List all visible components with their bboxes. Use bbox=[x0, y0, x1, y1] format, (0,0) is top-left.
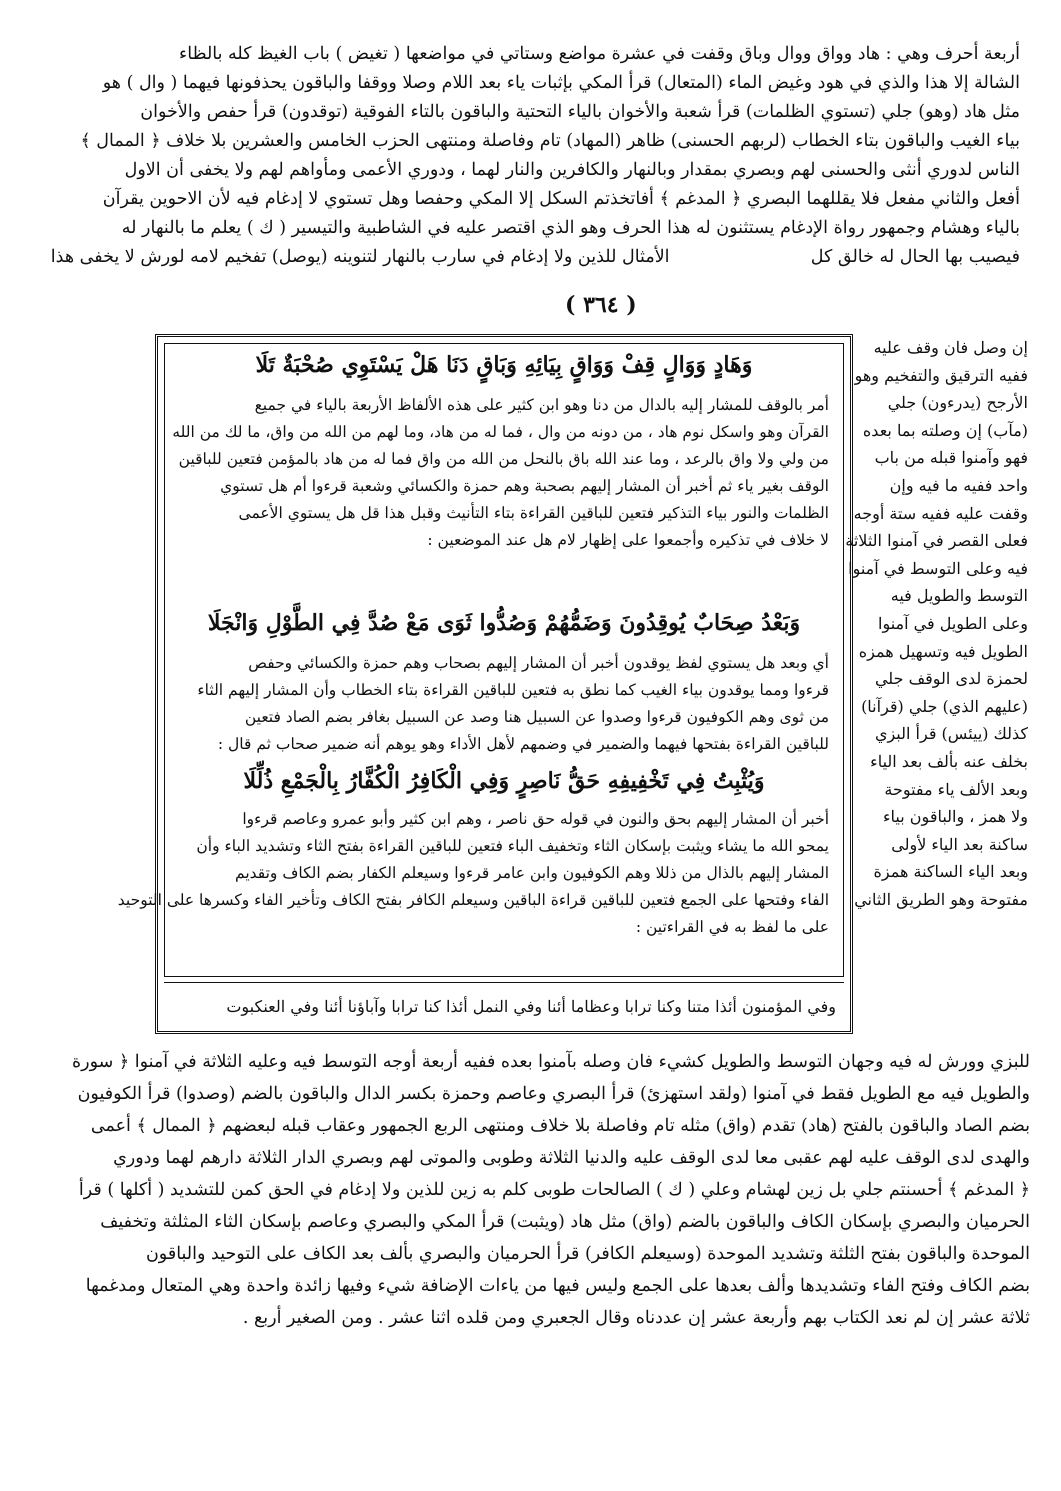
text-line: بضم الكاف وفتح الفاء وتشديدها وألف بعدها على الجمع وليس فيها من ياءات الإضافة شيء وفيها زائدة واحدة وهي المتعال ومدغمها bbox=[85, 1276, 1030, 1296]
verse-commentary bbox=[117, 806, 829, 941]
text-line: ففيه الترقيق والتفخيم وهو bbox=[854, 365, 1028, 385]
text-line: من ولي ولا واق بالرعد ، وما عند الله باق بالنحل من الله من واق فما له من هاد بالمؤمن فتعين للباقين bbox=[178, 450, 829, 468]
text-line: أخبر أن المشار إليهم بحق والنون في قوله حق ناصر ، وهم ابن كثير وأبو عمرو وعاصم قرءوا bbox=[242, 810, 829, 828]
text-line: أربعة أحرف وهي : هاد وواق ووال وباق وقفت في عشرة مواضع وستاتي في مواضعها ( تغيض ) باب الغيظ كله بالظاء bbox=[179, 44, 1020, 64]
verse-line: وَبَعْدُ صِحَابٌ يُوقِدُونَ وَضَمُّهُمْ وَصُدُّوا ثَوَى مَعْ صُدَّ فِي الطَّوْلِ وَانْجَلَا bbox=[207, 610, 801, 636]
text-line: وبعد الألف ياء مفتوحة bbox=[884, 779, 1028, 799]
text-line: الفاء وفتحها على الجمع فتعين للباقين قراءة الباقين وسيعلم الكافر بفتح الكاف وتأخير الفاء وكسرها على التوحيد bbox=[117, 891, 829, 909]
text-line: بالياء وهشام وجمهور رواة الإدغام يستثنون له هذا الحرف وهو الذي اقتصر عليه في الشاطبية والتيسير ( ك ) يعلم ما بالنهار له bbox=[121, 218, 1020, 238]
text-line: إن وصل فان وقف عليه bbox=[873, 338, 1028, 357]
text-line-end: الأمثال للذين ولا إدغام في سارب بالنهار لتنوينه (يوصل) تفخيم لامه لورش لا يخفى هذا bbox=[50, 247, 670, 267]
text-line-start: فيصيب بها الحال له خالق كل bbox=[810, 247, 1020, 267]
text-line: للبزي وورش له فيه وجهان التوسط والطويل كشيء فان وصله بآمنوا بعده ففيه أربعة أوجه التوسط فيه وعليه الثلاثة في آمنوا ﴿ سورة bbox=[72, 1052, 1030, 1072]
text-line: القرآن وهو واسكل نوم هاد ، من دونه من وال ، فما له من هاد، وما لهم من الله من واق، ما لك من الله bbox=[172, 423, 829, 441]
text-line: بخلف عنه بألف بعد الياء bbox=[870, 751, 1028, 771]
text-line: فعلى القصر في آمنوا الثلاثة bbox=[845, 531, 1028, 551]
verse-commentary bbox=[179, 650, 829, 758]
divider bbox=[164, 982, 844, 983]
text-line: فيه وعلى التوسط في آمنوا bbox=[848, 558, 1028, 578]
text-line: المشار إليهم بالذال من ذللا وهم الكوفيون وابن عامر قرءوا وسيعلم الكفار بضم الكاف وتقديم bbox=[235, 864, 829, 882]
text-line: على ما لفظ به في القراءتين : bbox=[635, 918, 829, 936]
text-line: من ثوى وهم الكوفيون قرءوا وصدوا عن السبيل هنا وصد عن السبيل بغافر بضم الصاد فتعين bbox=[244, 708, 829, 726]
text-line: يمحو الله ما يشاء ويثبت بإسكان الثاء وتخفيف الباء فتعين للباقين القراءة بفتح الثاء وتشديد الباء وأن bbox=[196, 837, 829, 855]
verse-line: وَهَادٍ وَوَالٍ قِفْ وَوَاقٍ بِيَائِهِ وَبَاقٍ دَنَا هَلْ يَسْتَوِي صُحْبَةٌ تَلَا bbox=[255, 352, 753, 378]
text-line: لحمزة لدى الوقف جلي bbox=[874, 669, 1028, 689]
bottom-commentary-block bbox=[72, 1046, 1030, 1334]
text-line: مثل هاد (وهو) جلي (تستوي الظلمات) قرأ شعبة والأخوان بالياء التحتية والباقون بالتاء الفوقية (توقدون) قرأ حفص والأخوان bbox=[140, 102, 1020, 122]
text-line: وبعد الياء الساكنة همزة bbox=[873, 862, 1028, 882]
text-line: والهدى لدى الوقف عليه لهم عقبى معا لدى الوقف عليه والدنيا الثلاثة وطوبى والموتى لهم وبصري الدار الثلاثة دارهم لهما ودوري bbox=[113, 1148, 1030, 1168]
text-line: ﴿ المدغم ﴾ أحسنتم جلي بل زين لهشام وعلي ( ك ) الصالحات طوبى كلم به زين للذين ولا إدغام في الحق كمن للتشديد ( أكلها ) قرأ bbox=[78, 1180, 1030, 1200]
text-line: التوسط والطويل فيه bbox=[890, 586, 1028, 606]
text-line: (عليهم الذي) جلي (قرآنا) bbox=[861, 696, 1028, 716]
text-line: بياء الغيب والباقون بتاء الخطاب (لربهم الحسنى) ظاهر (المهاد) تام وفاصلة ومنتهى الحزب الخامس والعشرين بلا خلاف ﴿ الممال ﴾ bbox=[80, 131, 1020, 151]
text-line: الطويل فيه وتسهيل همزه bbox=[858, 641, 1028, 661]
text-line: ثلاثة عشر إن لم نعد الكتاب بهم وأربعة عشر إن عددناه وقال الجعبري ومن قلده اثنا عشر . ومن الصغير أربع . bbox=[242, 1308, 1030, 1328]
text-line: ساكنة بعد الياء لأولى bbox=[891, 834, 1028, 854]
text-line: واحد ففيه ما فيه وإن bbox=[889, 475, 1028, 495]
verse-line: وَيُثْبِتُ فِي تَخْفِيفِهِ حَقُّ نَاصِرٍ وَفِي الْكَافِرُ الْكُفَّارُ بِالْجَمْعِ ذُلِّلَا bbox=[243, 768, 765, 794]
text-line: الظلمات والنور بياء التذكير فتعين للباقين القراءة بتاء التأنيث وقبل هذا قل هل يستوي الأعمى bbox=[238, 504, 829, 522]
text-line: الشالة إلا هذا والذي في هود وغيض الماء (المتعال) قرأ المكي بإثبات ياء بعد اللام وصلا ووقفا والباقون يحذفونها فيهما ( وال ) هو bbox=[102, 73, 1020, 93]
text-line: لا خلاف في تذكيره وأجمعوا على إظهار لام هل عند الموضعين : bbox=[427, 531, 829, 549]
text-line: ولا همز ، والباقون بياء bbox=[883, 807, 1028, 827]
verse-commentary bbox=[172, 392, 829, 554]
text-line: الحرميان والبصري بإسكان الكاف والباقون بالضم (واق) مثل هاد (ويثبت) قرأ المكي والبصري وعاصم بإسكان الثاء المثلثة وتخفيف bbox=[100, 1212, 1030, 1232]
text-line: فهو وآمنوا قبله من باب bbox=[874, 448, 1028, 468]
poem-frame bbox=[117, 334, 853, 1034]
text-line: قرءوا ومما يوقدون بياء الغيب كما نطق به فتعين للباقين القراءة بتاء الخطاب وأن المشار إليهم الثاء bbox=[197, 681, 829, 699]
text-line: أفعل والثاني مفعل فلا يقللهما البصري ﴿ المدغم ﴾ أفاتخذتم السكل إلا المكي وحفصا وهل تستوي لا إدغام فيه لأن الاحوين يقرآن bbox=[102, 189, 1020, 209]
text-line: الوقف بغير ياء ثم أخبر أن المشار إليهم بصحبة وهم حمزة والكسائي وشعبة قرءوا أم هل تستوي bbox=[220, 477, 829, 495]
poem-inner-frame bbox=[117, 343, 844, 977]
text-line: (مآب) إن وصلته بما بعده bbox=[862, 420, 1028, 440]
text-line: مفتوحة وهو الطريق الثاني bbox=[854, 889, 1028, 909]
text-line: الأرجح (يدرءون) جلي bbox=[887, 393, 1028, 413]
text-line: أمر بالوقف للمشار إليه بالدال من دنا وهو ابن كثير على هذه الألفاظ الأربعة بالياء في جميع bbox=[254, 396, 829, 414]
text-line: بضم الصاد والباقون بالفتح (هاد) تقدم (واق) مثله تام وفاصلة بلا خلاف ومنتهى الربع الجمهور وعقاب قبله لبعضهم ﴿ الممال ﴾ أعمى bbox=[90, 1116, 1030, 1136]
top-commentary-block bbox=[50, 40, 1020, 272]
text-line: وعلى الطويل في آمنوا bbox=[878, 613, 1028, 633]
text-line: كذلك (ييئس) قرأ البزي bbox=[874, 724, 1028, 744]
page-number: ( ٣٦٤ ) bbox=[565, 292, 637, 318]
text-line: للباقين القراءة بفتحها فيهما والضمير في وضمهم لأهل الأداء وهو يوهم أنه ضمير صحاب ثم قال : bbox=[217, 735, 829, 753]
text-line bbox=[50, 243, 1020, 272]
text-line: الموحدة والباقون بفتح الثلثة وتشديد الموحدة (وسيعلم الكافر) قرأ الحرميان والبصري بألف بعد الكاف على التوحيد والباقون bbox=[145, 1244, 1030, 1264]
text-line: وقفت عليه ففيه ستة أوجه bbox=[853, 503, 1028, 523]
text-line: الناس لدوري أنثى والحسنى لهم وبصري بمقدار وبالنهار والكافرين والنار لهما ، ودوري الأعمى ومأواهم لهم ولا يخفى أن الاول bbox=[124, 160, 1020, 180]
text-line: والطويل فيه مع الطويل فقط في آمنوا (ولقد استهزئ) قرأ البصري وعاصم وحمزة بكسر الدال والباقون بالضم (وصدوا) قرأ الكوفيون bbox=[77, 1084, 1030, 1104]
frame-footer-text: وفي المؤمنون أئذا متنا وكنا ترابا وعظاما أئنا وفي النمل أئذا كنا ترابا وآباؤنا أئنا وفي العنكبوت bbox=[226, 997, 836, 1016]
text-line: أي وبعد هل يستوي لفظ يوقدون أخبر أن المشار إليهم بصحاب وهم حمزة والكسائي وحفص bbox=[248, 654, 829, 672]
side-commentary-column bbox=[845, 334, 1028, 913]
